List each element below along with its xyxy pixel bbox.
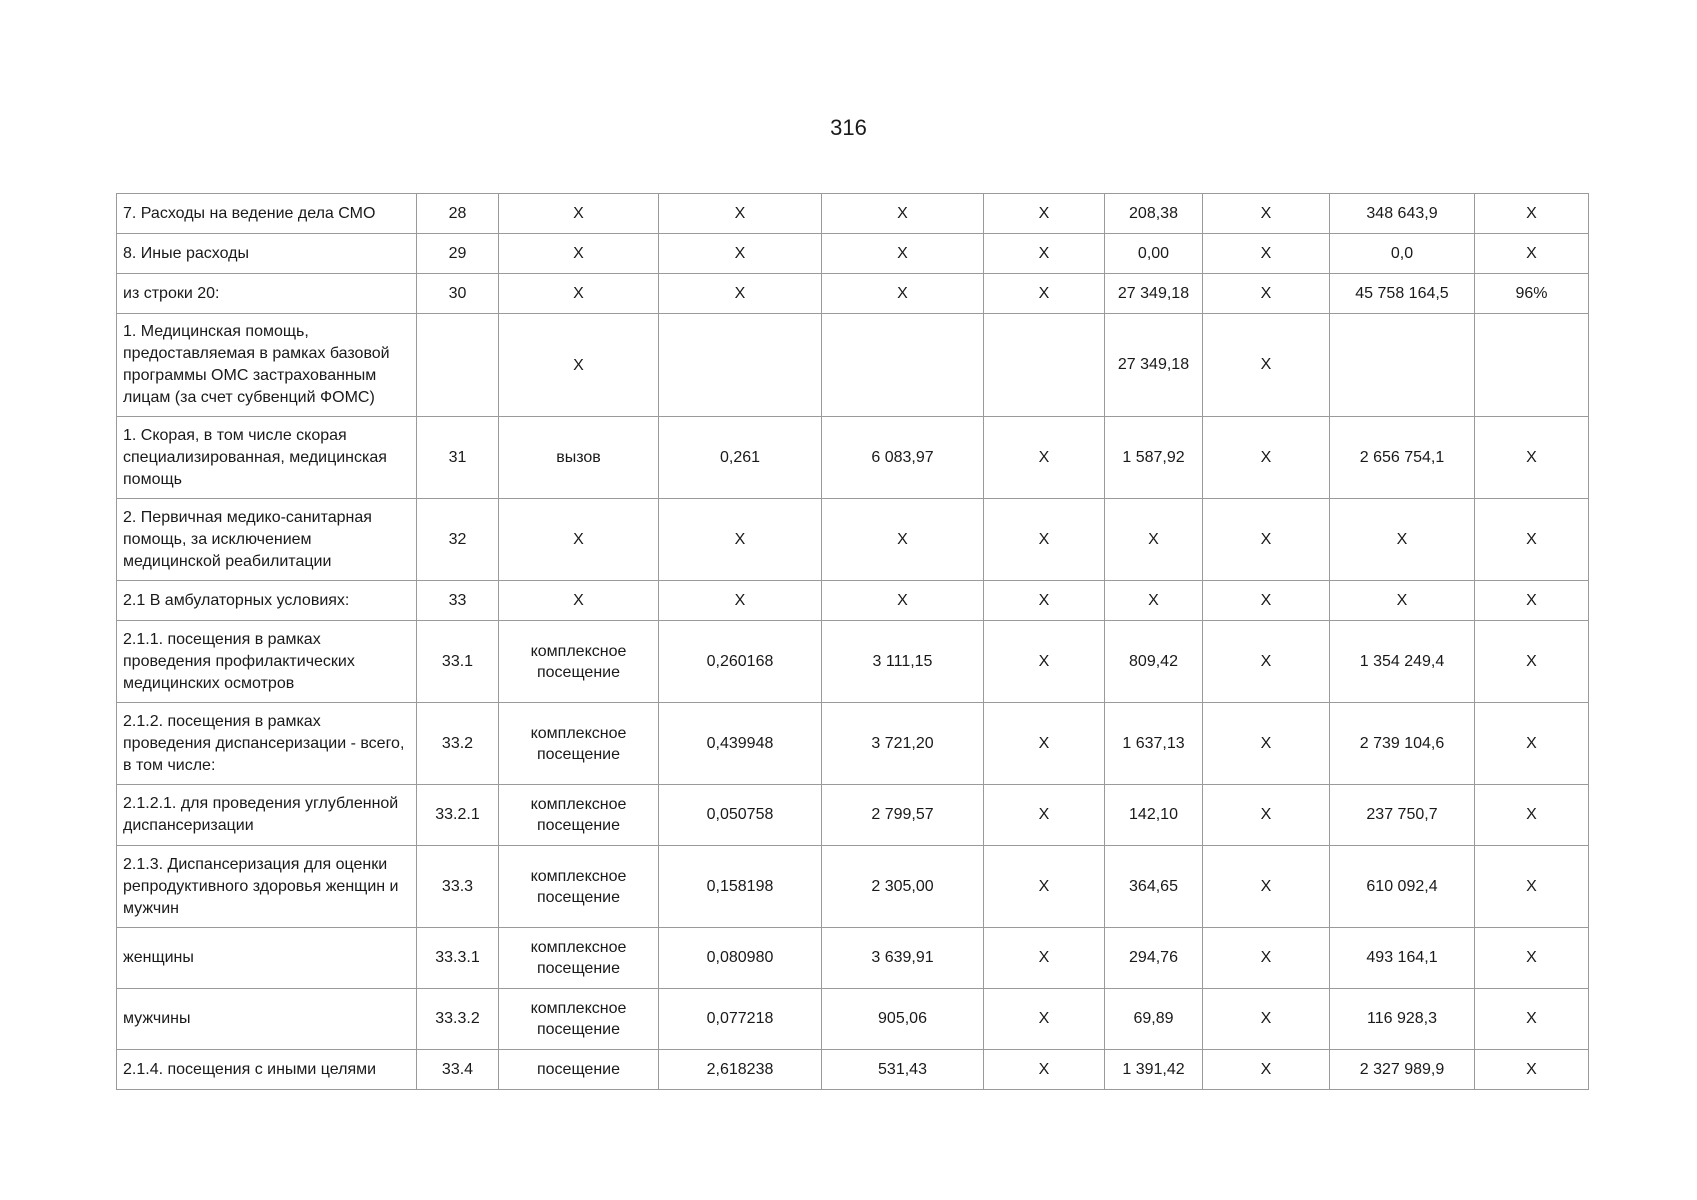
row-cost-cell: 905,06 (822, 989, 984, 1050)
row-column-6-cell: Х (984, 785, 1105, 846)
row-per-capita-cell: 294,76 (1105, 928, 1203, 989)
row-share-cell: Х (1475, 846, 1589, 928)
row-name-cell: 2.1 В амбулаторных условиях: (117, 581, 417, 621)
row-column-6-cell: Х (984, 499, 1105, 581)
row-column-6-cell: Х (984, 989, 1105, 1050)
row-name-cell: из строки 20: (117, 274, 417, 314)
row-cost-cell: 6 083,97 (822, 417, 984, 499)
row-share-cell: Х (1475, 785, 1589, 846)
row-cost-cell: Х (822, 274, 984, 314)
row-volume-cell: Х (659, 499, 822, 581)
row-unit-cell: Х (499, 499, 659, 581)
row-share-cell: Х (1475, 417, 1589, 499)
row-volume-cell: Х (659, 274, 822, 314)
row-column-8-cell: Х (1203, 234, 1330, 274)
row-share-cell: Х (1475, 234, 1589, 274)
row-column-6-cell: Х (984, 234, 1105, 274)
row-unit-cell: Х (499, 194, 659, 234)
page-number: 316 (830, 115, 867, 140)
row-per-capita-cell: 1 391,42 (1105, 1050, 1203, 1090)
row-name-cell: 2.1.3. Диспансеризация для оценки репродуктивного здоровья женщин и мужчин (117, 846, 417, 928)
row-column-8-cell: Х (1203, 989, 1330, 1050)
row-cost-cell: 3 639,91 (822, 928, 984, 989)
row-unit-cell: комплексное посещение (499, 621, 659, 703)
table-row (117, 417, 1589, 499)
row-column-8-cell: Х (1203, 499, 1330, 581)
row-per-capita-cell: 0,00 (1105, 234, 1203, 274)
row-unit-cell: Х (499, 581, 659, 621)
row-name-cell: 8. Иные расходы (117, 234, 417, 274)
row-line-number-cell: 33.2 (417, 703, 499, 785)
row-cost-cell: 2 305,00 (822, 846, 984, 928)
row-line-number-cell: 29 (417, 234, 499, 274)
row-volume-cell: 0,077218 (659, 989, 822, 1050)
row-volume-cell: 0,050758 (659, 785, 822, 846)
row-unit-cell: комплексное посещение (499, 846, 659, 928)
row-column-8-cell: Х (1203, 785, 1330, 846)
row-unit-cell: Х (499, 234, 659, 274)
row-share-cell: Х (1475, 1050, 1589, 1090)
row-line-number-cell: 33.4 (417, 1050, 499, 1090)
row-share-cell: Х (1475, 703, 1589, 785)
row-total-cell (1330, 314, 1475, 417)
row-volume-cell: 0,439948 (659, 703, 822, 785)
row-per-capita-cell: 809,42 (1105, 621, 1203, 703)
table-row (117, 194, 1589, 234)
row-cost-cell: 3 721,20 (822, 703, 984, 785)
row-total-cell: 0,0 (1330, 234, 1475, 274)
row-name-cell: 2.1.1. посещения в рамках проведения профилактических медицинских осмотров (117, 621, 417, 703)
row-name-cell: 2.1.2. посещения в рамках проведения диспансеризации - всего, в том числе: (117, 703, 417, 785)
row-column-8-cell: Х (1203, 928, 1330, 989)
row-cost-cell: Х (822, 581, 984, 621)
row-volume-cell: Х (659, 234, 822, 274)
row-line-number-cell: 30 (417, 274, 499, 314)
row-per-capita-cell: Х (1105, 499, 1203, 581)
row-per-capita-cell: Х (1105, 581, 1203, 621)
row-total-cell: 2 327 989,9 (1330, 1050, 1475, 1090)
row-per-capita-cell: 27 349,18 (1105, 314, 1203, 417)
row-column-8-cell: Х (1203, 194, 1330, 234)
row-volume-cell: 0,158198 (659, 846, 822, 928)
row-column-8-cell: Х (1203, 846, 1330, 928)
row-unit-cell: комплексное посещение (499, 785, 659, 846)
row-name-cell: 2.1.2.1. для проведения углубленной диспансеризации (117, 785, 417, 846)
row-unit-cell: посещение (499, 1050, 659, 1090)
row-cost-cell: 3 111,15 (822, 621, 984, 703)
row-total-cell: 237 750,7 (1330, 785, 1475, 846)
row-volume-cell: 0,261 (659, 417, 822, 499)
row-column-8-cell: Х (1203, 581, 1330, 621)
row-unit-cell: комплексное посещение (499, 989, 659, 1050)
row-share-cell: Х (1475, 194, 1589, 234)
row-per-capita-cell: 142,10 (1105, 785, 1203, 846)
row-total-cell: 116 928,3 (1330, 989, 1475, 1050)
row-column-6-cell: Х (984, 417, 1105, 499)
table-row (117, 621, 1589, 703)
table-row (117, 928, 1589, 989)
row-name-cell: 2. Первичная медико-санитарная помощь, за исключением медицинской реабилитации (117, 499, 417, 581)
row-volume-cell: Х (659, 581, 822, 621)
row-cost-cell: Х (822, 499, 984, 581)
row-unit-cell: Х (499, 274, 659, 314)
row-column-8-cell: Х (1203, 621, 1330, 703)
row-total-cell: 610 092,4 (1330, 846, 1475, 928)
row-column-6-cell: Х (984, 703, 1105, 785)
row-volume-cell: 0,080980 (659, 928, 822, 989)
row-total-cell: 493 164,1 (1330, 928, 1475, 989)
row-name-cell: 2.1.4. посещения с иными целями (117, 1050, 417, 1090)
row-total-cell: Х (1330, 581, 1475, 621)
row-cost-cell: 2 799,57 (822, 785, 984, 846)
row-column-6-cell: Х (984, 1050, 1105, 1090)
row-total-cell: 2 656 754,1 (1330, 417, 1475, 499)
row-share-cell: Х (1475, 928, 1589, 989)
row-line-number-cell: 28 (417, 194, 499, 234)
row-per-capita-cell: 1 587,92 (1105, 417, 1203, 499)
row-line-number-cell: 31 (417, 417, 499, 499)
row-total-cell: Х (1330, 499, 1475, 581)
table-row (117, 1050, 1589, 1090)
row-column-8-cell: Х (1203, 703, 1330, 785)
row-column-8-cell: Х (1203, 274, 1330, 314)
row-column-8-cell: Х (1203, 417, 1330, 499)
row-total-cell: 45 758 164,5 (1330, 274, 1475, 314)
row-share-cell: Х (1475, 499, 1589, 581)
table-body (117, 194, 1589, 1090)
row-volume-cell (659, 314, 822, 417)
row-total-cell: 2 739 104,6 (1330, 703, 1475, 785)
row-name-cell: 1. Скорая, в том числе скорая специализированная, медицинская помощь (117, 417, 417, 499)
row-share-cell: 96% (1475, 274, 1589, 314)
row-per-capita-cell: 364,65 (1105, 846, 1203, 928)
row-volume-cell: Х (659, 194, 822, 234)
row-share-cell (1475, 314, 1589, 417)
row-line-number-cell: 33.3.1 (417, 928, 499, 989)
row-column-8-cell: Х (1203, 1050, 1330, 1090)
row-share-cell: Х (1475, 621, 1589, 703)
row-column-6-cell: Х (984, 928, 1105, 989)
row-line-number-cell: 33.2.1 (417, 785, 499, 846)
row-line-number-cell: 33.1 (417, 621, 499, 703)
row-unit-cell: комплексное посещение (499, 928, 659, 989)
row-name-cell: женщины (117, 928, 417, 989)
row-unit-cell: вызов (499, 417, 659, 499)
row-line-number-cell: 33.3 (417, 846, 499, 928)
row-unit-cell: Х (499, 314, 659, 417)
table-row (117, 703, 1589, 785)
table-row (117, 846, 1589, 928)
row-per-capita-cell: 27 349,18 (1105, 274, 1203, 314)
row-per-capita-cell: 1 637,13 (1105, 703, 1203, 785)
table-row (117, 314, 1589, 417)
row-name-cell: мужчины (117, 989, 417, 1050)
table-row (117, 234, 1589, 274)
row-column-6-cell: Х (984, 846, 1105, 928)
row-volume-cell: 2,618238 (659, 1050, 822, 1090)
row-column-6-cell: Х (984, 581, 1105, 621)
row-per-capita-cell: 208,38 (1105, 194, 1203, 234)
row-share-cell: Х (1475, 989, 1589, 1050)
row-line-number-cell: 33.3.2 (417, 989, 499, 1050)
row-share-cell: Х (1475, 581, 1589, 621)
row-unit-cell: комплексное посещение (499, 703, 659, 785)
row-name-cell: 1. Медицинская помощь, предоставляемая в рамках базовой программы ОМС застрахованным лицам (за счет субвенций ФОМС) (117, 314, 417, 417)
row-column-6-cell: Х (984, 621, 1105, 703)
table-row (117, 581, 1589, 621)
row-total-cell: 1 354 249,4 (1330, 621, 1475, 703)
row-column-6-cell: Х (984, 194, 1105, 234)
row-cost-cell (822, 314, 984, 417)
row-volume-cell: 0,260168 (659, 621, 822, 703)
row-line-number-cell: 33 (417, 581, 499, 621)
row-column-6-cell: Х (984, 274, 1105, 314)
row-line-number-cell (417, 314, 499, 417)
row-column-6-cell (984, 314, 1105, 417)
table-row (117, 989, 1589, 1050)
table-row (117, 274, 1589, 314)
table-row (117, 499, 1589, 581)
row-column-8-cell: Х (1203, 314, 1330, 417)
row-cost-cell: Х (822, 194, 984, 234)
row-total-cell: 348 643,9 (1330, 194, 1475, 234)
row-line-number-cell: 32 (417, 499, 499, 581)
row-per-capita-cell: 69,89 (1105, 989, 1203, 1050)
data-table (116, 193, 1589, 1090)
row-cost-cell: Х (822, 234, 984, 274)
row-cost-cell: 531,43 (822, 1050, 984, 1090)
table-row (117, 785, 1589, 846)
row-name-cell: 7. Расходы на ведение дела СМО (117, 194, 417, 234)
